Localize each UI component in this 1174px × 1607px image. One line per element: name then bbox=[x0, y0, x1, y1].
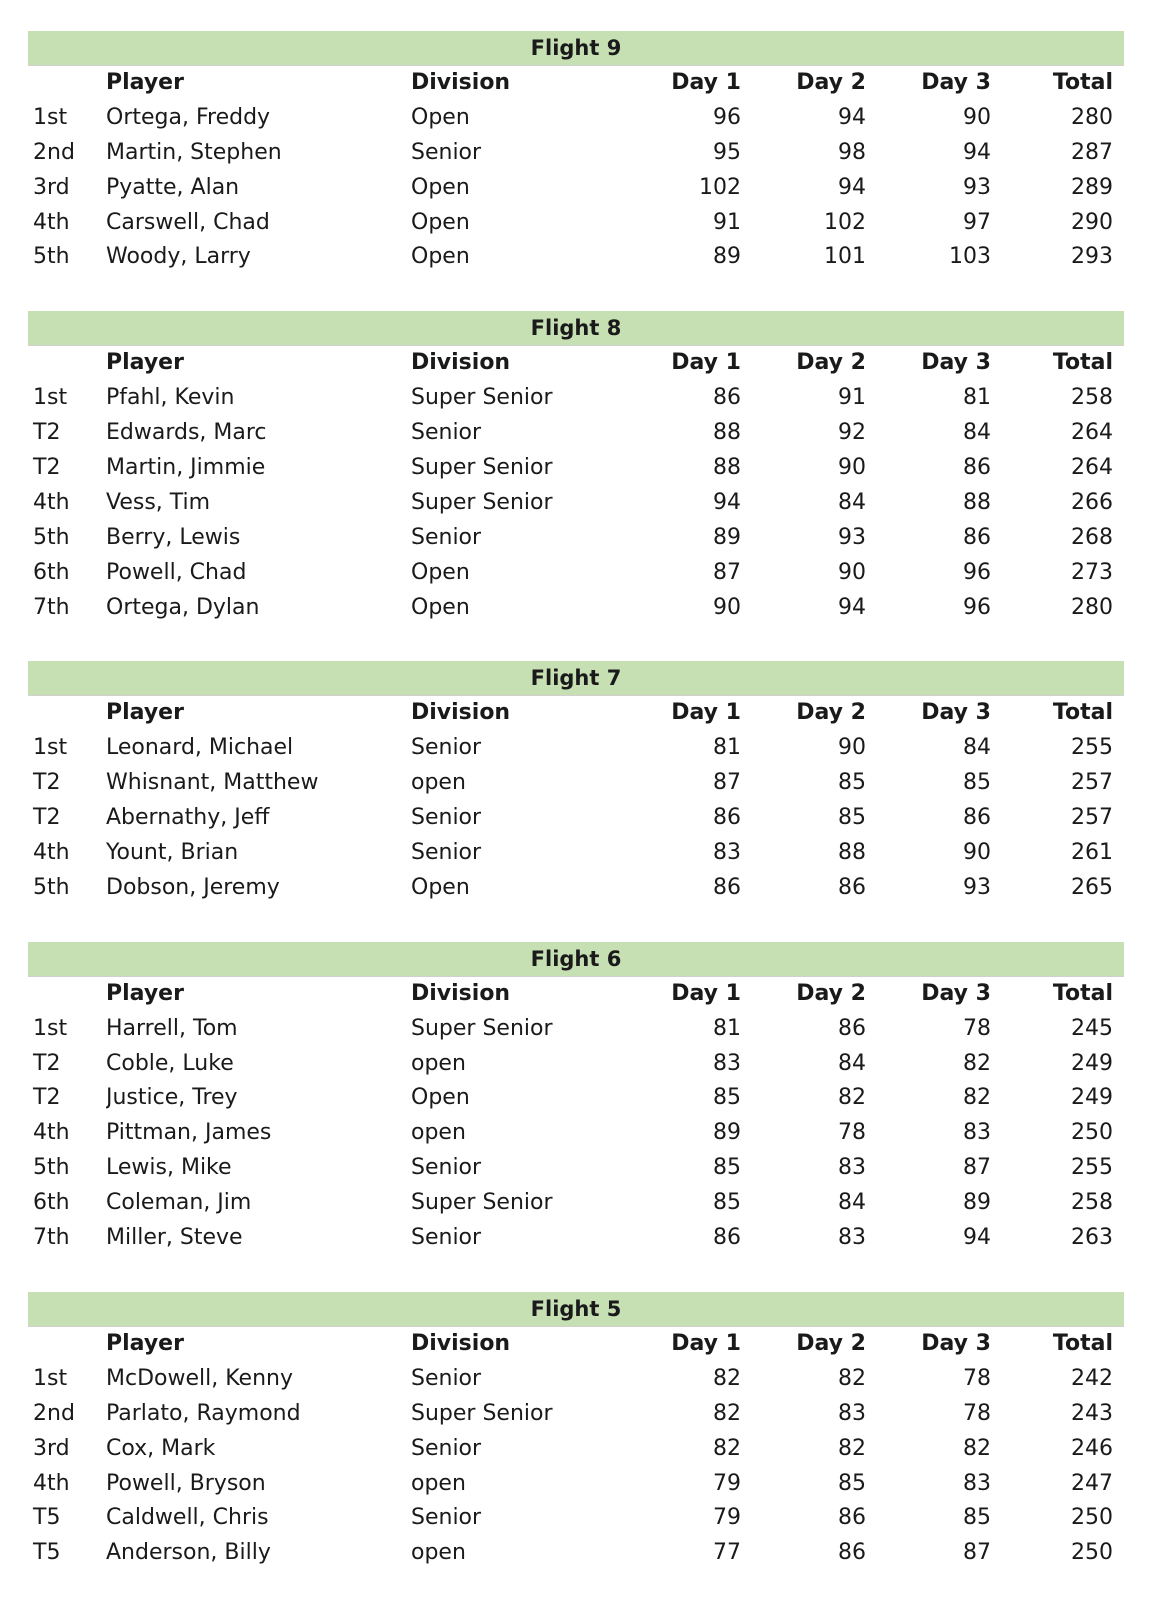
header-total: Total bbox=[1052, 700, 1113, 726]
cell-player: McDowell, Kenny bbox=[106, 1365, 293, 1391]
cell-day3: 86 bbox=[963, 524, 991, 550]
cell-day1: 77 bbox=[713, 1540, 741, 1566]
cell-division: open bbox=[411, 1540, 466, 1566]
cell-division: Senior bbox=[411, 1505, 482, 1531]
cell-player: Lewis, Mike bbox=[106, 1155, 232, 1181]
cell-player: Ortega, Freddy bbox=[106, 104, 271, 130]
table-row bbox=[28, 1501, 1124, 1536]
header-row bbox=[28, 696, 1124, 731]
cell-day1: 82 bbox=[713, 1435, 741, 1461]
cell-player: Pyatte, Alan bbox=[106, 174, 240, 200]
flight-table bbox=[28, 31, 1124, 275]
cell-total: 250 bbox=[1071, 1120, 1113, 1146]
cell-division: Super Senior bbox=[411, 455, 553, 481]
cell-day1: 102 bbox=[699, 174, 741, 200]
cell-day1: 89 bbox=[713, 1120, 741, 1146]
cell-day2: 82 bbox=[838, 1085, 866, 1111]
cell-total: 249 bbox=[1071, 1085, 1113, 1111]
cell-total: 280 bbox=[1071, 594, 1113, 620]
header-row bbox=[28, 346, 1124, 381]
cell-division: Open bbox=[411, 244, 470, 270]
flight-table bbox=[28, 661, 1124, 905]
table-row bbox=[28, 1047, 1124, 1082]
cell-day1: 89 bbox=[713, 524, 741, 550]
cell-day3: 78 bbox=[963, 1365, 991, 1391]
cell-player: Martin, Jimmie bbox=[106, 455, 266, 481]
cell-division: open bbox=[411, 770, 466, 796]
table-row bbox=[28, 1432, 1124, 1467]
flight-table bbox=[28, 942, 1124, 1256]
results-sheet bbox=[28, 31, 1124, 1607]
cell-day1: 81 bbox=[713, 1015, 741, 1041]
table-row bbox=[28, 1221, 1124, 1256]
cell-total: 290 bbox=[1071, 209, 1113, 235]
cell-total: 250 bbox=[1071, 1540, 1113, 1566]
cell-player: Berry, Lewis bbox=[106, 524, 241, 550]
cell-day2: 85 bbox=[838, 805, 866, 831]
cell-day2: 94 bbox=[838, 104, 866, 130]
cell-division: Senior bbox=[411, 1225, 482, 1251]
cell-player: Caldwell, Chris bbox=[106, 1505, 269, 1531]
table-row bbox=[28, 836, 1124, 871]
cell-place: T2 bbox=[33, 805, 61, 831]
cell-day1: 85 bbox=[713, 1190, 741, 1216]
cell-day1: 88 bbox=[713, 455, 741, 481]
cell-place: 7th bbox=[33, 1225, 70, 1251]
cell-division: Senior bbox=[411, 139, 482, 165]
header-total: Total bbox=[1052, 70, 1113, 95]
cell-day1: 86 bbox=[713, 874, 741, 900]
cell-total: 289 bbox=[1071, 174, 1113, 200]
cell-day1: 95 bbox=[713, 139, 741, 165]
header-player: Player bbox=[106, 70, 184, 95]
cell-day3: 78 bbox=[963, 1400, 991, 1426]
cell-total: 255 bbox=[1071, 735, 1113, 761]
cell-total: 287 bbox=[1071, 139, 1113, 165]
header-division: Division bbox=[411, 350, 511, 376]
cell-day3: 83 bbox=[963, 1470, 991, 1496]
cell-division: Open bbox=[411, 174, 470, 200]
cell-day1: 91 bbox=[713, 209, 741, 235]
table-row bbox=[28, 1012, 1124, 1047]
cell-day1: 79 bbox=[713, 1505, 741, 1531]
cell-day2: 84 bbox=[838, 489, 866, 515]
header-player: Player bbox=[106, 1330, 184, 1356]
cell-day2: 82 bbox=[838, 1435, 866, 1461]
table-row bbox=[28, 1151, 1124, 1186]
cell-day1: 85 bbox=[713, 1155, 741, 1181]
cell-day3: 90 bbox=[963, 840, 991, 866]
cell-division: Super Senior bbox=[411, 1190, 553, 1216]
cell-player: Coble, Luke bbox=[106, 1050, 234, 1076]
cell-player: Vess, Tim bbox=[106, 489, 211, 515]
cell-player: Parlato, Raymond bbox=[106, 1400, 301, 1426]
cell-player: Ortega, Dylan bbox=[106, 594, 260, 620]
cell-day3: 103 bbox=[949, 244, 991, 270]
header-day2: Day 2 bbox=[796, 980, 866, 1006]
header-total: Total bbox=[1052, 350, 1113, 376]
cell-total: 263 bbox=[1071, 1225, 1113, 1251]
cell-day1: 87 bbox=[713, 770, 741, 796]
cell-division: Super Senior bbox=[411, 1400, 553, 1426]
cell-division: Super Senior bbox=[411, 1015, 553, 1041]
table-row bbox=[28, 556, 1124, 591]
cell-day3: 93 bbox=[963, 874, 991, 900]
cell-day2: 88 bbox=[838, 840, 866, 866]
cell-day3: 84 bbox=[963, 420, 991, 446]
cell-day1: 79 bbox=[713, 1470, 741, 1496]
cell-division: Open bbox=[411, 104, 470, 130]
cell-player: Pfahl, Kevin bbox=[106, 385, 235, 411]
cell-place: 4th bbox=[33, 209, 70, 235]
cell-day2: 84 bbox=[838, 1190, 866, 1216]
cell-day2: 85 bbox=[838, 770, 866, 796]
header-day2: Day 2 bbox=[796, 70, 866, 95]
cell-total: 261 bbox=[1071, 840, 1113, 866]
cell-day1: 86 bbox=[713, 805, 741, 831]
cell-place: 2nd bbox=[33, 139, 75, 165]
cell-player: Woody, Larry bbox=[106, 244, 251, 270]
cell-day3: 84 bbox=[963, 735, 991, 761]
cell-total: 249 bbox=[1071, 1050, 1113, 1076]
cell-place: 4th bbox=[33, 1120, 70, 1146]
cell-day2: 82 bbox=[838, 1365, 866, 1391]
flight-title: Flight 6 bbox=[28, 942, 1124, 977]
cell-day2: 90 bbox=[838, 559, 866, 585]
cell-day1: 86 bbox=[713, 1225, 741, 1251]
header-place bbox=[28, 66, 106, 101]
table-row bbox=[28, 1467, 1124, 1502]
cell-place: 4th bbox=[33, 840, 70, 866]
header-player: Player bbox=[106, 700, 184, 726]
cell-day1: 89 bbox=[713, 244, 741, 270]
header-day1: Day 1 bbox=[671, 1330, 741, 1356]
cell-place: 5th bbox=[33, 524, 70, 550]
cell-day2: 86 bbox=[838, 874, 866, 900]
cell-place: 3rd bbox=[33, 1435, 70, 1461]
cell-day2: 90 bbox=[838, 735, 866, 761]
cell-division: Super Senior bbox=[411, 489, 553, 515]
cell-total: 265 bbox=[1071, 874, 1113, 900]
cell-day3: 82 bbox=[963, 1435, 991, 1461]
cell-player: Whisnant, Matthew bbox=[106, 770, 319, 796]
table-row bbox=[28, 801, 1124, 836]
cell-player: Leonard, Michael bbox=[106, 735, 294, 761]
cell-division: Open bbox=[411, 874, 470, 900]
cell-day2: 86 bbox=[838, 1015, 866, 1041]
cell-day1: 83 bbox=[713, 1050, 741, 1076]
cell-place: 2nd bbox=[33, 1400, 75, 1426]
cell-total: 273 bbox=[1071, 559, 1113, 585]
cell-player: Edwards, Marc bbox=[106, 420, 267, 446]
cell-day3: 86 bbox=[963, 805, 991, 831]
header-player: Player bbox=[106, 350, 184, 376]
cell-day2: 83 bbox=[838, 1225, 866, 1251]
table-row bbox=[28, 591, 1124, 626]
cell-day2: 86 bbox=[838, 1505, 866, 1531]
cell-division: Senior bbox=[411, 735, 482, 761]
cell-place: 1st bbox=[33, 1365, 68, 1391]
cell-day3: 82 bbox=[963, 1050, 991, 1076]
cell-place: 4th bbox=[33, 489, 70, 515]
cell-day2: 78 bbox=[838, 1120, 866, 1146]
cell-division: Senior bbox=[411, 420, 482, 446]
cell-player: Pittman, James bbox=[106, 1120, 272, 1146]
cell-day3: 94 bbox=[963, 1225, 991, 1251]
cell-day3: 82 bbox=[963, 1085, 991, 1111]
cell-division: Open bbox=[411, 559, 470, 585]
cell-day2: 92 bbox=[838, 420, 866, 446]
cell-day3: 87 bbox=[963, 1540, 991, 1566]
header-place bbox=[28, 696, 106, 731]
header-total: Total bbox=[1052, 1330, 1113, 1356]
cell-total: 258 bbox=[1071, 1190, 1113, 1216]
header-day1: Day 1 bbox=[671, 980, 741, 1006]
cell-day2: 83 bbox=[838, 1155, 866, 1181]
header-day2: Day 2 bbox=[796, 350, 866, 376]
header-player: Player bbox=[106, 980, 184, 1006]
cell-day2: 90 bbox=[838, 455, 866, 481]
cell-place: T2 bbox=[33, 455, 61, 481]
cell-place: 6th bbox=[33, 559, 70, 585]
flight-title: Flight 9 bbox=[28, 31, 1124, 66]
cell-day3: 93 bbox=[963, 174, 991, 200]
cell-player: Yount, Brian bbox=[106, 840, 239, 866]
header-total: Total bbox=[1052, 980, 1113, 1006]
header-division: Division bbox=[411, 700, 511, 726]
cell-player: Dobson, Jeremy bbox=[106, 874, 280, 900]
cell-day2: 101 bbox=[824, 244, 866, 270]
cell-day1: 94 bbox=[713, 489, 741, 515]
cell-day3: 87 bbox=[963, 1155, 991, 1181]
cell-division: Senior bbox=[411, 524, 482, 550]
flight-title: Flight 8 bbox=[28, 311, 1124, 346]
cell-division: Senior bbox=[411, 1155, 482, 1181]
cell-day1: 96 bbox=[713, 104, 741, 130]
table-row bbox=[28, 101, 1124, 136]
header-day1: Day 1 bbox=[671, 350, 741, 376]
header-day2: Day 2 bbox=[796, 1330, 866, 1356]
cell-place: T2 bbox=[33, 1050, 61, 1076]
cell-day2: 93 bbox=[838, 524, 866, 550]
cell-total: 264 bbox=[1071, 420, 1113, 446]
cell-day1: 87 bbox=[713, 559, 741, 585]
cell-place: 5th bbox=[33, 244, 70, 270]
cell-division: Senior bbox=[411, 805, 482, 831]
cell-total: 257 bbox=[1071, 805, 1113, 831]
header-day3: Day 3 bbox=[921, 1330, 991, 1356]
cell-day1: 82 bbox=[713, 1400, 741, 1426]
cell-player: Harrell, Tom bbox=[106, 1015, 238, 1041]
table-row bbox=[28, 1186, 1124, 1221]
cell-player: Carswell, Chad bbox=[106, 209, 270, 235]
cell-place: 5th bbox=[33, 874, 70, 900]
header-place bbox=[28, 1327, 106, 1362]
cell-place: 6th bbox=[33, 1190, 70, 1216]
header-place bbox=[28, 977, 106, 1012]
cell-player: Coleman, Jim bbox=[106, 1190, 252, 1216]
table-row bbox=[28, 731, 1124, 766]
cell-place: T5 bbox=[33, 1540, 61, 1566]
table-row bbox=[28, 521, 1124, 556]
cell-place: 3rd bbox=[33, 174, 70, 200]
cell-place: T2 bbox=[33, 1085, 61, 1111]
cell-total: 247 bbox=[1071, 1470, 1113, 1496]
cell-player: Powell, Chad bbox=[106, 559, 247, 585]
cell-division: Open bbox=[411, 594, 470, 620]
cell-total: 258 bbox=[1071, 385, 1113, 411]
cell-day3: 97 bbox=[963, 209, 991, 235]
header-day3: Day 3 bbox=[921, 70, 991, 95]
header-row bbox=[28, 1327, 1124, 1362]
cell-player: Martin, Stephen bbox=[106, 139, 282, 165]
cell-place: 1st bbox=[33, 385, 68, 411]
header-day2: Day 2 bbox=[796, 700, 866, 726]
cell-total: 280 bbox=[1071, 104, 1113, 130]
header-day3: Day 3 bbox=[921, 980, 991, 1006]
cell-day3: 90 bbox=[963, 104, 991, 130]
table-row bbox=[28, 136, 1124, 171]
header-row bbox=[28, 977, 1124, 1012]
header-place bbox=[28, 346, 106, 381]
cell-day3: 96 bbox=[963, 594, 991, 620]
table-row bbox=[28, 1397, 1124, 1432]
cell-day2: 102 bbox=[824, 209, 866, 235]
cell-day3: 89 bbox=[963, 1190, 991, 1216]
header-division: Division bbox=[411, 980, 511, 1006]
table-row bbox=[28, 1362, 1124, 1397]
cell-day3: 85 bbox=[963, 1505, 991, 1531]
cell-place: 1st bbox=[33, 104, 68, 130]
table-row bbox=[28, 451, 1124, 486]
cell-day2: 91 bbox=[838, 385, 866, 411]
cell-place: T5 bbox=[33, 1505, 61, 1531]
cell-day1: 83 bbox=[713, 840, 741, 866]
cell-total: 257 bbox=[1071, 770, 1113, 796]
cell-day2: 98 bbox=[838, 139, 866, 165]
cell-day1: 88 bbox=[713, 420, 741, 446]
cell-day3: 81 bbox=[963, 385, 991, 411]
header-day3: Day 3 bbox=[921, 700, 991, 726]
cell-player: Justice, Trey bbox=[106, 1085, 238, 1111]
cell-player: Abernathy, Jeff bbox=[106, 805, 270, 831]
cell-day2: 85 bbox=[838, 1470, 866, 1496]
table-row bbox=[28, 871, 1124, 906]
cell-division: open bbox=[411, 1120, 466, 1146]
cell-division: Open bbox=[411, 1085, 470, 1111]
header-day1: Day 1 bbox=[671, 700, 741, 726]
cell-total: 268 bbox=[1071, 524, 1113, 550]
cell-division: Senior bbox=[411, 840, 482, 866]
cell-division: open bbox=[411, 1470, 466, 1496]
header-division: Division bbox=[411, 1330, 511, 1356]
header-row bbox=[28, 66, 1124, 101]
table-row bbox=[28, 381, 1124, 416]
flight-table bbox=[28, 1292, 1124, 1571]
cell-player: Cox, Mark bbox=[106, 1435, 216, 1461]
cell-day1: 81 bbox=[713, 735, 741, 761]
cell-place: T2 bbox=[33, 420, 61, 446]
table-row bbox=[28, 1081, 1124, 1116]
cell-division: Senior bbox=[411, 1365, 482, 1391]
header-day3: Day 3 bbox=[921, 350, 991, 376]
cell-place: 5th bbox=[33, 1155, 70, 1181]
cell-day3: 88 bbox=[963, 489, 991, 515]
cell-day2: 86 bbox=[838, 1540, 866, 1566]
flight-table bbox=[28, 311, 1124, 625]
table-row bbox=[28, 206, 1124, 241]
table-row bbox=[28, 171, 1124, 206]
cell-day3: 78 bbox=[963, 1015, 991, 1041]
table-row bbox=[28, 1536, 1124, 1571]
cell-day2: 94 bbox=[838, 594, 866, 620]
cell-place: 1st bbox=[33, 1015, 68, 1041]
cell-total: 264 bbox=[1071, 455, 1113, 481]
table-row bbox=[28, 486, 1124, 521]
cell-player: Miller, Steve bbox=[106, 1225, 243, 1251]
cell-day1: 90 bbox=[713, 594, 741, 620]
cell-day2: 84 bbox=[838, 1050, 866, 1076]
cell-day1: 86 bbox=[713, 385, 741, 411]
table-row bbox=[28, 416, 1124, 451]
header-division: Division bbox=[411, 70, 511, 95]
cell-day2: 94 bbox=[838, 174, 866, 200]
cell-day3: 85 bbox=[963, 770, 991, 796]
cell-total: 250 bbox=[1071, 1505, 1113, 1531]
cell-day2: 83 bbox=[838, 1400, 866, 1426]
cell-day1: 85 bbox=[713, 1085, 741, 1111]
cell-total: 293 bbox=[1071, 244, 1113, 270]
cell-place: 4th bbox=[33, 1470, 70, 1496]
cell-day1: 82 bbox=[713, 1365, 741, 1391]
cell-total: 243 bbox=[1071, 1400, 1113, 1426]
cell-division: Senior bbox=[411, 1435, 482, 1461]
cell-player: Powell, Bryson bbox=[106, 1470, 266, 1496]
cell-day3: 86 bbox=[963, 455, 991, 481]
cell-division: open bbox=[411, 1050, 466, 1076]
cell-player: Anderson, Billy bbox=[106, 1540, 271, 1566]
header-day1: Day 1 bbox=[671, 70, 741, 95]
cell-division: Super Senior bbox=[411, 385, 553, 411]
flight-title: Flight 5 bbox=[28, 1292, 1124, 1327]
cell-day3: 96 bbox=[963, 559, 991, 585]
cell-division: Open bbox=[411, 209, 470, 235]
cell-place: T2 bbox=[33, 770, 61, 796]
table-row bbox=[28, 240, 1124, 275]
cell-total: 242 bbox=[1071, 1365, 1113, 1391]
flight-title: Flight 7 bbox=[28, 661, 1124, 696]
cell-total: 246 bbox=[1071, 1435, 1113, 1461]
cell-place: 7th bbox=[33, 594, 70, 620]
cell-total: 255 bbox=[1071, 1155, 1113, 1181]
table-row bbox=[28, 1116, 1124, 1151]
cell-day3: 83 bbox=[963, 1120, 991, 1146]
table-row bbox=[28, 766, 1124, 801]
cell-place: 1st bbox=[33, 735, 68, 761]
cell-total: 266 bbox=[1071, 489, 1113, 515]
cell-total: 245 bbox=[1071, 1015, 1113, 1041]
cell-day3: 94 bbox=[963, 139, 991, 165]
